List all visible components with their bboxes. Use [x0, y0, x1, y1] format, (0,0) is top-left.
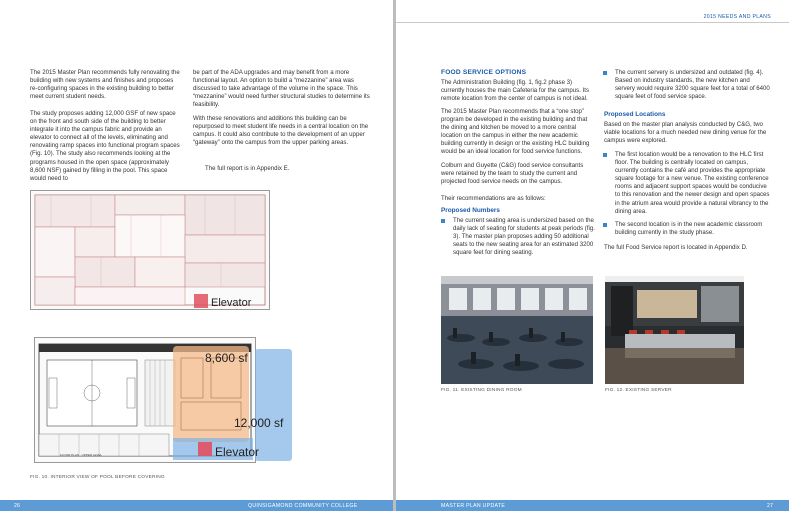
section-tag: 2015 NEEDS AND PLANS: [703, 14, 771, 20]
proposed-numbers-bullet-text: The current seating area is undersized based on the daily lack of seating for students at peak periods (fig. 3). The master plan proposes adding 50 additional seats to the new seating area for an estimated 3200 square feet for dining seating.: [453, 217, 595, 257]
area-12000-label: 12,000 sf: [234, 416, 284, 430]
left-col1-para1: The 2015 Master Plan recommends fully renovating the building with new systems and finishes and proposes re-configuring spaces in the existing building to better meet current student needs.: [30, 69, 180, 101]
left-col2-para3: The full report is in Appendix E.: [205, 165, 290, 172]
right-page: [396, 0, 789, 511]
bullet-square: [603, 223, 607, 227]
fig11-caption: FIG. 11. EXISTING DINING ROOM: [441, 388, 522, 393]
food-service-heading: FOOD SERVICE OPTIONS: [441, 69, 527, 76]
left-footer-title: QUINSIGAMOND COMMUNITY COLLEGE: [248, 503, 358, 509]
header-rule: [396, 22, 789, 23]
left-col2-para2: With these renovations and additions this building can be repurposed to meet student life needs in a central location on the campus. It could also contribute to the development of an upper “gateway” onto the campus from the upper parking areas.: [193, 115, 369, 147]
appendix-note: The full Food Service report is located in Appendix D.: [604, 244, 748, 251]
bullet-square: [603, 71, 607, 75]
right-footer-title: MASTER PLAN UPDATE: [441, 503, 506, 509]
floor-plan-upper: [30, 190, 270, 310]
proposed-locations-intro: Based on the master plan analysis conducted by C&G, two viable locations for a much needed new dining venue for the campus were explored.: [604, 121, 767, 145]
left-page-number: 26: [14, 503, 21, 509]
food-para3: Colburn and Guyette (C&G) food service consultants were retained by the team to study the current and projected food service needs on the campus.: [441, 162, 584, 186]
proposed-numbers-heading: Proposed Numbers: [441, 207, 500, 214]
proposed-locations-heading: Proposed Locations: [604, 111, 666, 118]
food-para2: The 2015 Master Plan recommends that a “one stop” program be developed in the existing building and that the dining and kitchen be moved to a more central location on the campus in either the new academic building currently in design or the existing HLC building would be an ideal location for food service functions.: [441, 108, 590, 156]
floor-plan-label: FLOOR PLAN · UPPER LEVEL: [60, 453, 103, 457]
fig10-caption: FIG. 10. INTERIOR VIEW OF POOL BEFORE COVERING: [30, 475, 165, 480]
left-col2-para1: be part of the ADA upgrades and may benefit from a more functional layout. An option to build a “mezzanine” area was discussed to take advantage of the volume in the space. This “mezzanine” would need further structural studies to determine its feasibility.: [193, 69, 370, 109]
location-bullet-1-text: The first location would be a renovation to the HLC first floor. The building is centrally located on campus, currently contains the café and provides the appropriate square footage for a new venue. The existing conference rooms and adjacent support spaces would be conducive to this renovation and the newer design and open spaces in the atrium area would provide a natural vibrancy to the dining area.: [615, 151, 770, 215]
left-page: [0, 0, 393, 511]
dining-room-image: [441, 276, 593, 384]
servery-bullet: [615, 69, 770, 101]
area-12000-side-shape: [255, 349, 292, 461]
location-bullet-2-text: The second location is in the new academic classroom building currently in the study phase.: [615, 221, 763, 237]
left-footer-bar: [0, 500, 393, 511]
fig12-caption: FIG. 12. EXISTING SERVER: [605, 388, 672, 393]
location-bullet-2: [615, 221, 770, 237]
bullet-square: [441, 219, 445, 223]
floor-plan-upper-drawing: [31, 191, 269, 309]
left-col1-para2: The study proposes adding 12,000 GSF of new space on the front and south side of the building to better integrate it into the campus fabric and provide an elevator to connect all of the levels, eliminating and renovating ramp spaces into functional program spaces (Fig. 10). The study also recommends looking at the programs housed in the open space (approximately 8,600 NSF) gained by filling in the pool. This space would need to: [30, 110, 180, 182]
dining-room-photo: [441, 276, 593, 384]
proposed-numbers-bullet: [453, 217, 596, 257]
elevator-label-bottom: Elevator: [215, 445, 260, 459]
servery-bullet-text: The current servery is undersized and outdated (fig. 4). Based on industry standards, the new kitchen and servery would require 3200 square feet for a total of 6400 square feet of food service space.: [615, 69, 770, 101]
elevator-label-top: Elevator: [211, 297, 252, 309]
location-bullet-1: [615, 151, 770, 216]
food-para1: The Administration Building (fig. 1, fig.2 phase 3) currently houses the main Cafeteria for the campus. Its remote location from the center of campus is not ideal.: [441, 79, 590, 103]
server-image: [605, 276, 744, 384]
food-para4: Their recommendations are as follows:: [441, 195, 546, 202]
server-photo: [605, 276, 744, 384]
bullet-square: [603, 153, 607, 157]
right-page-number: 27: [767, 503, 774, 509]
right-footer-bar: [396, 500, 789, 511]
area-8600-label: 8,600 sf: [205, 351, 248, 365]
